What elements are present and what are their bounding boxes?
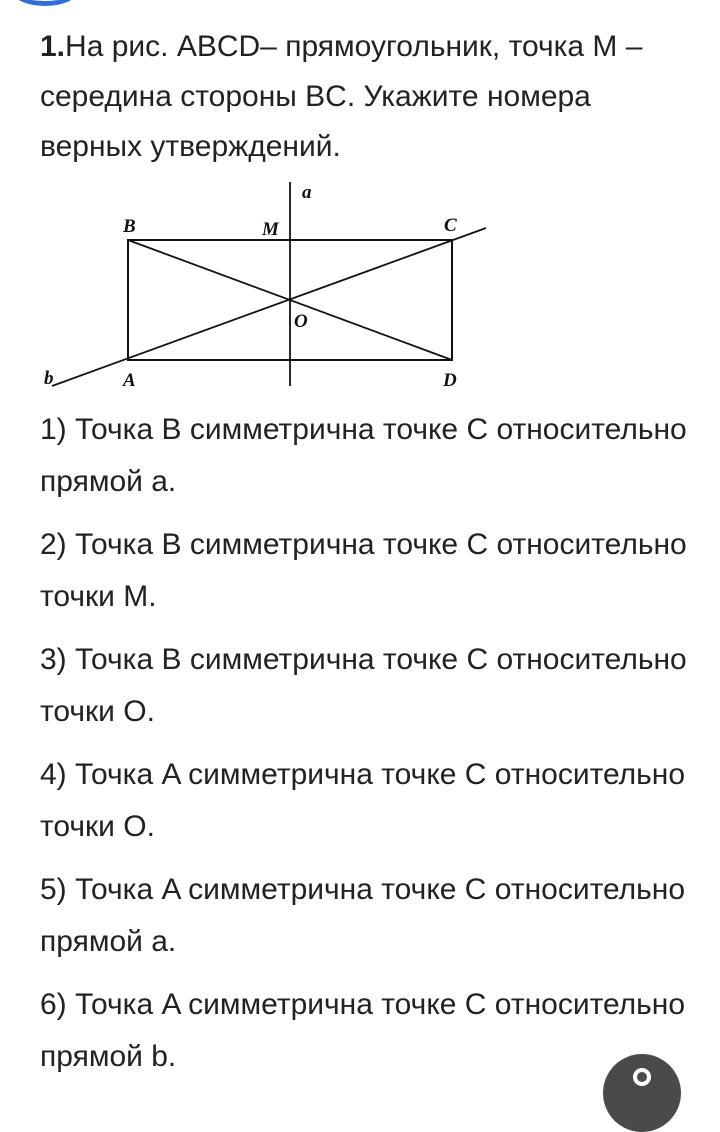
label-A: A [123, 370, 136, 391]
option-text: Точка A симметрична точке C относительно точки O. [40, 758, 686, 843]
option-number: 1) [40, 413, 67, 446]
option-1 [40, 404, 690, 508]
label-O: O [294, 311, 308, 332]
label-B: B [123, 216, 136, 237]
option-4 [40, 749, 690, 853]
line-b [52, 228, 486, 386]
help-button[interactable] [603, 1054, 681, 1132]
option-number: 2) [40, 528, 67, 561]
option-text: Точка B симметрична точке C относительно точки M. [40, 528, 687, 613]
top-accent-arc [8, 0, 82, 6]
rectangle-diagram [30, 172, 500, 394]
option-2 [40, 519, 690, 623]
help-icon [633, 1068, 651, 1086]
option-text: Точка B симметрична точке C относительно точки O. [40, 643, 687, 728]
option-number: 5) [40, 873, 67, 906]
option-text: Точка A симметрична точке C относительно прямой a. [40, 873, 686, 958]
option-text: Точка A симметрична точке C относительно прямой b. [40, 988, 686, 1073]
label-a: a [302, 182, 312, 203]
label-M: M [262, 219, 279, 240]
option-number: 4) [40, 758, 67, 791]
label-C: C [444, 215, 457, 236]
options-list [40, 404, 690, 1094]
geometry-figure [30, 172, 500, 399]
option-3 [40, 634, 690, 738]
option-number: 3) [40, 643, 67, 676]
option-number: 6) [40, 988, 67, 1021]
question-number: 1. [40, 30, 66, 63]
question-text [40, 22, 690, 172]
label-D: D [443, 370, 457, 391]
option-text: Точка B симметрична точке C относительно прямой a. [40, 413, 687, 498]
label-b: b [44, 368, 54, 389]
option-5 [40, 864, 690, 968]
option-6 [40, 979, 690, 1083]
question-body: На рис. ABCD– прямоугольник, точка M – середина стороны BC. Укажите номера верных утверждений. [40, 30, 643, 163]
